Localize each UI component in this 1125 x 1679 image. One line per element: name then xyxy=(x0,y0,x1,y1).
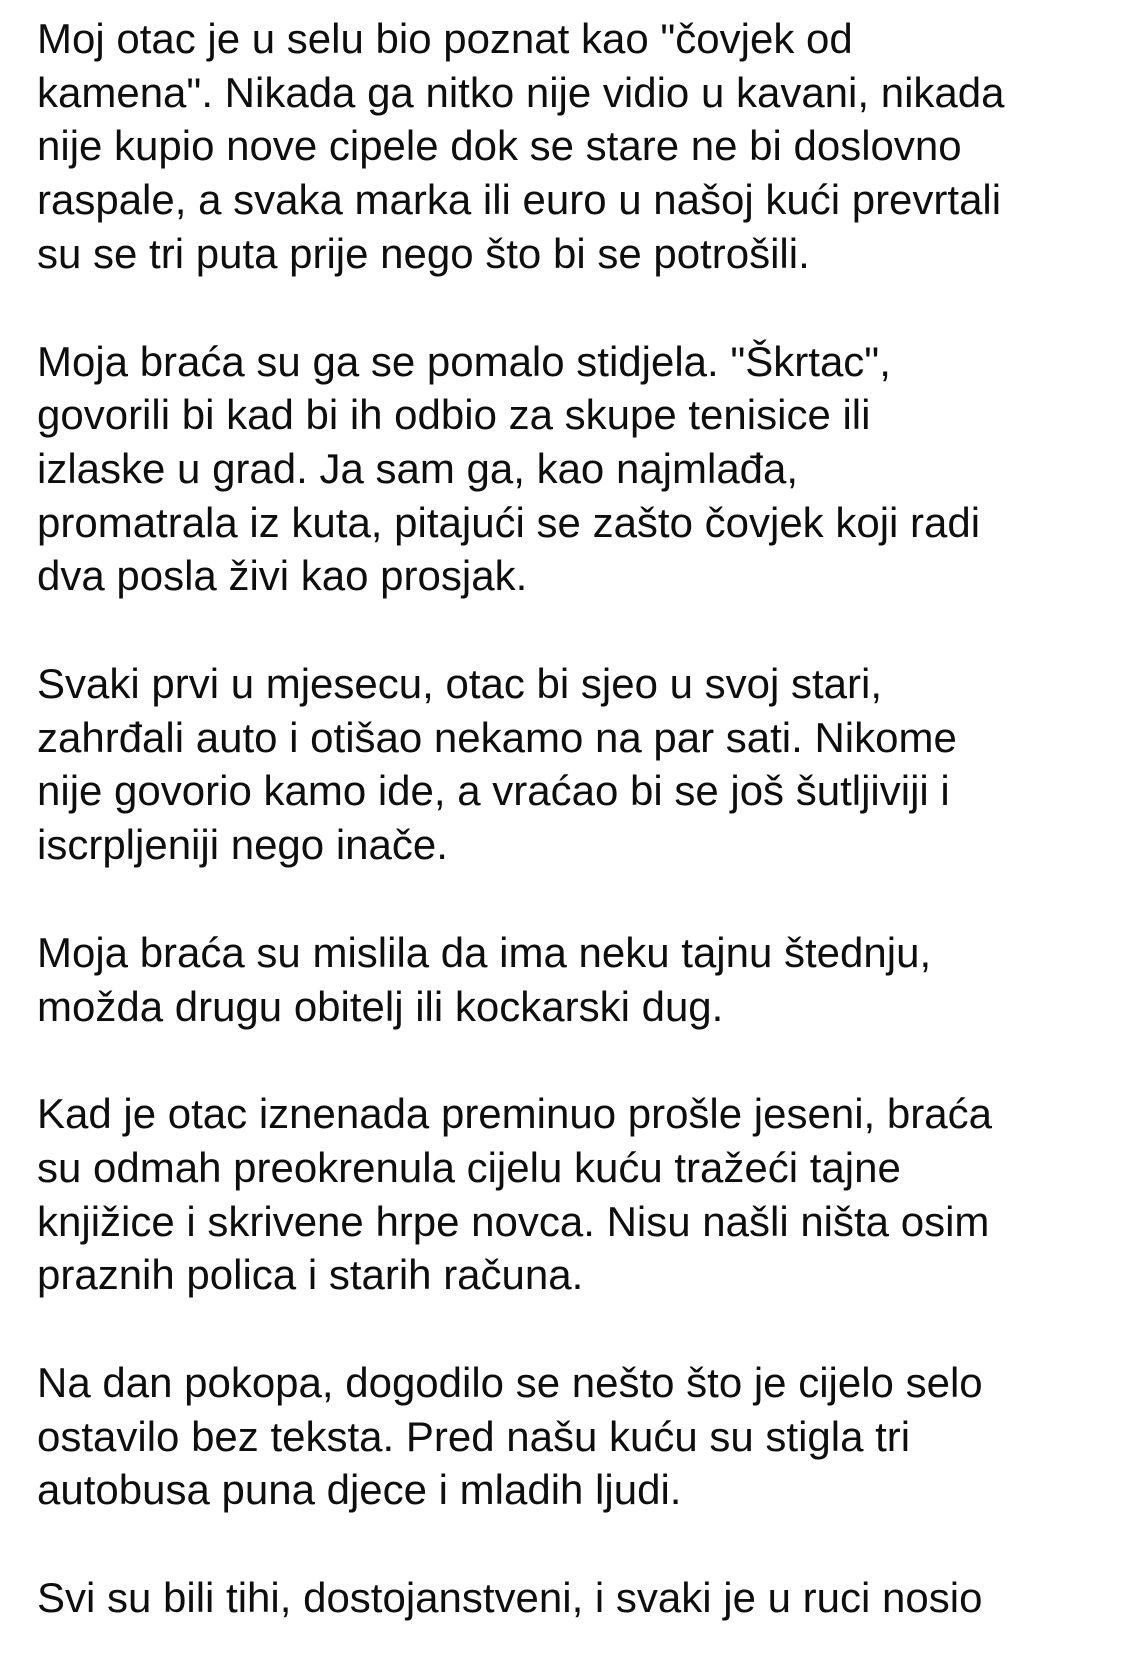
paragraph xyxy=(37,1087,1097,1302)
text-line: izlaske u grad. Ja sam ga, kao najmlađa, xyxy=(37,444,799,492)
text-line: Moja braća su ga se pomalo stidjela. "Škrtac", xyxy=(37,337,891,385)
paragraph xyxy=(37,335,1097,604)
post-body xyxy=(37,12,1097,1679)
paragraph xyxy=(37,657,1097,872)
text-line: autobusa puna djece i mladih ljudi. xyxy=(37,1466,682,1514)
text-line: nije kupio nove cipele dok se stare ne bi doslovno xyxy=(37,122,962,170)
text-line: nije govorio kamo ide, a vraćao bi se još šutljiviji i xyxy=(37,767,950,815)
text-line: Svaki prvi u mjesecu, otac bi sjeo u svoj stari, xyxy=(37,660,883,708)
text-line: praznih polica i starih računa. xyxy=(37,1251,584,1299)
text-line: Svi su bili tihi, dostojanstveni, i svaki je u ruci nosio xyxy=(37,1574,983,1622)
text-line: ostavilo bez teksta. Pred našu kuću su stigla tri xyxy=(37,1412,911,1460)
text-line: su odmah preokrenula cijelu kuću tražeći tajne xyxy=(37,1143,901,1191)
text-line: iscrpljeniji nego inače. xyxy=(37,821,448,869)
text-line: Moja braća su mislila da ima neku tajnu štednju, xyxy=(37,928,932,976)
text-line: kamena". Nikada ga nitko nije vidio u kavani, nikada xyxy=(37,68,1005,116)
paragraph xyxy=(37,926,1097,1033)
text-line: Kad je otac iznenada preminuo prošle jeseni, braća xyxy=(37,1090,992,1138)
text-line: Na dan pokopa, dogodilo se nešto što je cijelo selo xyxy=(37,1359,983,1407)
paragraph xyxy=(37,1571,1097,1625)
paragraph xyxy=(37,1356,1097,1517)
text-line: zahrđali auto i otišao nekamo na par sati. Nikome xyxy=(37,713,957,761)
text-line: knjižice i skrivene hrpe novca. Nisu našli ništa osim xyxy=(37,1197,990,1245)
paragraph xyxy=(37,12,1097,281)
text-line: su se tri puta prije nego što bi se potrošili. xyxy=(37,229,810,277)
text-line: Moj otac je u selu bio poznat kao "čovjek od xyxy=(37,15,853,62)
text-line: promatrala iz kuta, pitajući se zašto čovjek koji radi xyxy=(37,498,981,546)
text-line: govorili bi kad bi ih odbio za skupe tenisice ili xyxy=(37,391,871,439)
text-line: možda drugu obitelj ili kockarski dug. xyxy=(37,982,724,1030)
text-line: raspale, a svaka marka ili euro u našoj kući prevrtali xyxy=(37,176,1002,224)
text-line: dva posla živi kao prosjak. xyxy=(37,552,528,600)
